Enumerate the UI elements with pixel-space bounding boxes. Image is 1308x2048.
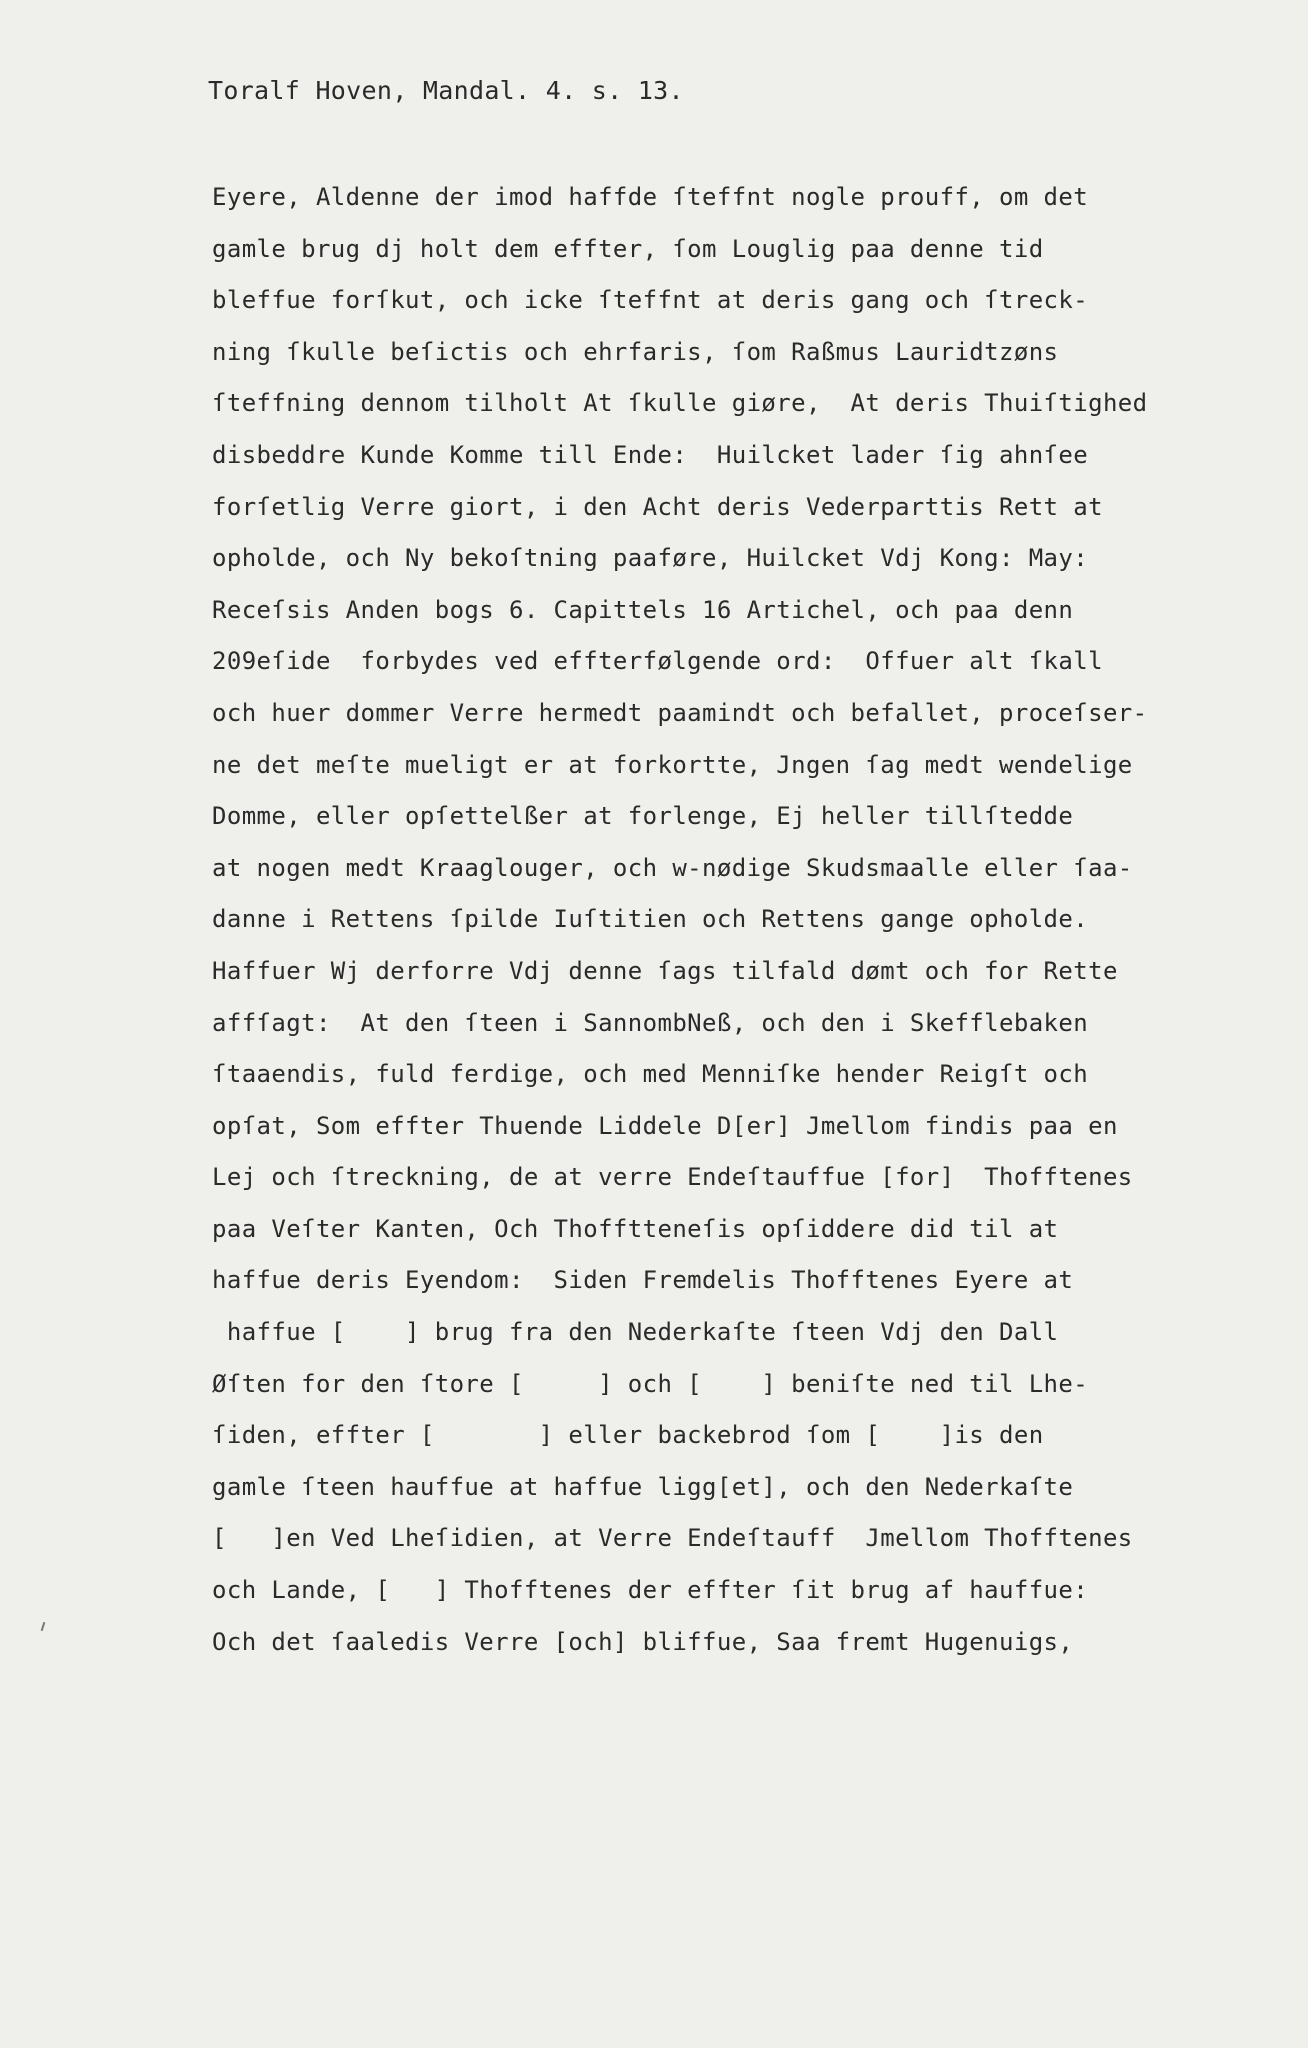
text-line: Øſten for den ſtore [ ] och [ ] beniſte ned til Lhe-	[212, 1369, 1089, 1398]
text-line: disbeddre Kunde Komme till Ende: Huilcket lader ſig ahnſee	[212, 440, 1089, 469]
page-header: Toralf Hoven, Mandal. 4. s. 13.	[208, 76, 684, 105]
text-line: Lej och ſtreckning, de at verre Endeſtauffue [for] Thofftenes	[212, 1163, 1133, 1192]
text-line: [ ]en Ved Lheſidien, at Verre Endeſtauff Jmellom Thofftenes	[212, 1524, 1133, 1553]
text-line: haffue [ ] brug fra den Nederkaſte ſteen Vdj den Dall	[212, 1318, 1059, 1347]
text-line: ſiden, effter [ ] eller backebrod ſom [ ]is den	[212, 1421, 1044, 1450]
text-line: Domme, eller opſettelßer at forlenge, Ej heller tillſtedde	[212, 802, 1074, 831]
text-line: bleffue forſkut, och icke ſteffnt at deris gang och ſtreck-	[212, 286, 1089, 315]
text-line: Och det ſaaledis Verre [och] bliffue, Saa fremt Hugenuigs,	[212, 1627, 1074, 1656]
text-line: opſat, Som effter Thuende Liddele D[er] Jmellom findis paa en	[212, 1111, 1118, 1140]
text-line: paa Veſter Kanten, Och Thofftteneſis opſiddere did til at	[212, 1214, 1059, 1243]
text-line: och huer dommer Verre hermedt paamindt och befallet, proceſser-	[212, 698, 1148, 727]
text-line: ne det meſte mueligt er at forkortte, Jngen ſag medt wendelige	[212, 750, 1133, 779]
text-line: affſagt: At den ſteen i SannombNeß, och den i Skefflebaken	[212, 1008, 1089, 1037]
text-line: opholde, och Ny bekoſtning paaføre, Huilcket Vdj Kong: May:	[212, 544, 1089, 573]
text-line: ſtaaendis, fuld ferdige, och med Menniſke hender Reigſt och	[212, 1060, 1089, 1089]
margin-mark	[41, 1622, 46, 1631]
text-line: och Lande, [ ] Thofftenes der effter ſit brug af hauffue:	[212, 1576, 1089, 1605]
text-line: gamle brug dj holt dem effter, ſom Louglig paa denne tid	[212, 234, 1044, 263]
text-line: Receſsis Anden bogs 6. Capittels 16 Artichel, och paa denn	[212, 595, 1074, 624]
text-line: Eyere, Aldenne der imod haffde ſteffnt nogle prouff, om det	[212, 183, 1089, 211]
text-line: forſetlig Verre giort, i den Acht deris Vederparttis Rett at	[212, 492, 1103, 521]
text-line: Haffuer Wj derforre Vdj denne ſags tilfald dømt och for Rette	[212, 956, 1118, 985]
text-line: at nogen medt Kraaglouger, och w-nødige Skudsmaalle eller ſaa-	[212, 853, 1133, 882]
text-line: haffue deris Eyendom: Siden Fremdelis Thofftenes Eyere at	[212, 1266, 1074, 1295]
text-line: ning ſkulle beſictis och ehrfaris, ſom Raßmus Lauridtzøns	[212, 337, 1059, 366]
text-line: danne i Rettens ſpilde Iuſtitien och Rettens gange opholde.	[212, 905, 1089, 934]
text-line: gamle ſteen hauffue at haffue ligg[et], och den Nederkaſte	[212, 1472, 1074, 1501]
text-line: ſteffning dennom tilholt At ſkulle giøre, At deris Thuiſtighed	[212, 389, 1148, 418]
text-line: 209eſide forbydes ved effterfølgende ord: Offuer alt ſkall	[212, 647, 1103, 676]
transcription-body	[212, 172, 1192, 1668]
